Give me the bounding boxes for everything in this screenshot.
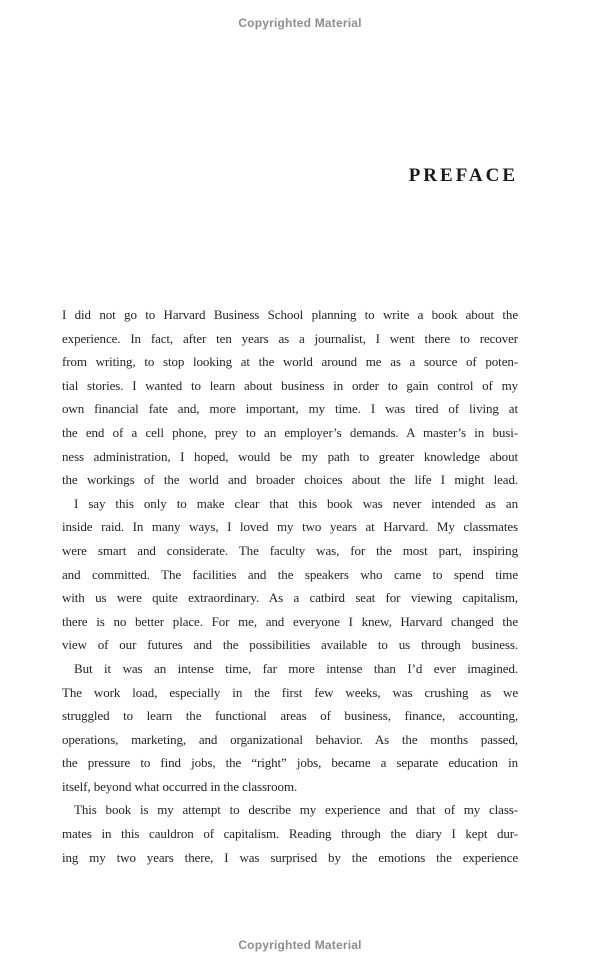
text-line: the workings of the world and broader choices about the life I might lead. [62,472,518,488]
page-title: PREFACE [408,165,518,186]
text-line: mates in this cauldron of capitalism. Reading through the diary I kept dur- [62,826,518,842]
paragraph-3 [62,657,518,799]
text-line: with us were quite extraordinary. As a catbird seat for viewing capitalism, [62,590,518,606]
text-line: ing my two years there, I was surprised by the emotions the experience [62,849,518,865]
text-line: struggled to learn the functional areas of business, finance, accounting, [62,708,518,724]
text-line: The work load, especially in the first few weeks, was crushing as we [62,684,518,700]
text-line: from writing, to stop looking at the world around me as a source of poten- [62,354,518,370]
text-line: view of our futures and the possibilities available to us through business. [62,637,518,653]
text-line: there is no better place. For me, and everyone I knew, Harvard changed the [62,613,518,629]
text-line: itself, beyond what occurred in the classroom. [62,778,298,794]
text-line: I say this only to make clear that this book was never intended as an [74,495,518,511]
text-line: the pressure to find jobs, the “right” jobs, became a separate education in [62,755,518,771]
paragraph-1 [62,303,518,492]
text-line: I did not go to Harvard Business School planning to write a book about the [62,307,518,322]
text-line: ness administration, I hoped, would be my path to greater knowledge about [62,448,518,464]
copyright-notice-top: Copyrighted Material [238,16,362,30]
text-line: inside raid. In many ways, I loved my two years at Harvard. My classmates [62,519,518,535]
text-line: But it was an intense time, far more intense than I’d ever imagined. [74,660,518,676]
paragraph-2 [62,492,518,657]
text-line: experience. In fact, after ten years as a journalist, I went there to recover [62,330,518,346]
text-line: the end of a cell phone, prey to an employer’s demands. A master’s in busi- [62,424,518,440]
preface-body-text [62,303,518,869]
paragraph-4 [62,798,518,869]
text-line: tial stories. I wanted to learn about business in order to gain control of my [62,377,518,393]
text-line: operations, marketing, and organizational behavior. As the months passed, [62,731,518,747]
copyright-notice-bottom: Copyrighted Material [238,938,362,952]
text-line: and committed. The facilities and the speakers who came to spend time [62,566,518,582]
text-line: own financial fate and, more important, my time. I was tired of living at [62,401,518,417]
text-line: were smart and considerate. The faculty was, for the most part, inspiring [62,542,518,558]
text-line: This book is my attempt to describe my experience and that of my class- [74,802,518,818]
